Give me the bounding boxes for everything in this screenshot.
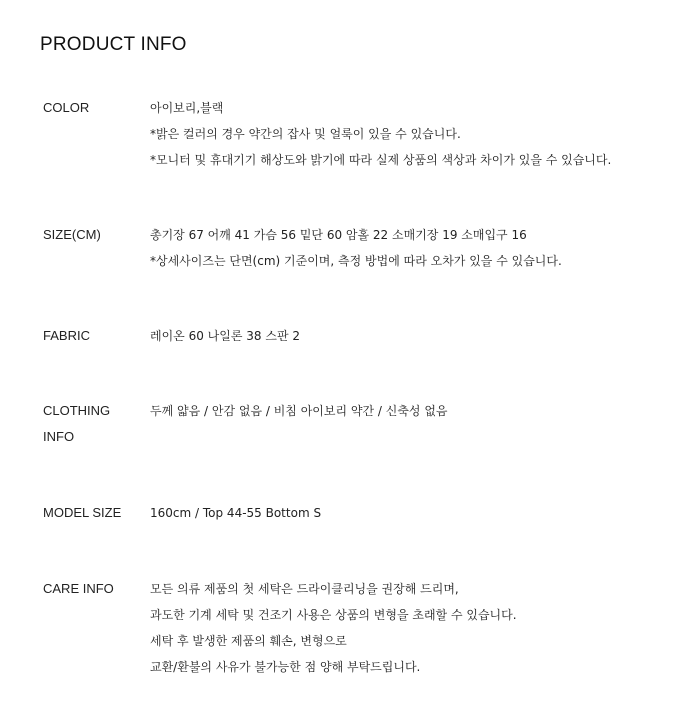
section-label-line: MODEL SIZE bbox=[43, 505, 122, 520]
section-label bbox=[43, 95, 89, 121]
section-content bbox=[150, 398, 695, 424]
content-line: *밝은 컬러의 경우 약간의 잡사 및 얼룩이 있을 수 있습니다. bbox=[150, 127, 461, 141]
section-content bbox=[150, 323, 695, 349]
content-line: 과도한 기계 세탁 및 건조기 사용은 상품의 변형을 초래할 수 있습니다. bbox=[150, 608, 517, 622]
section-label-line: SIZE(CM) bbox=[43, 227, 101, 242]
content-line: *상세사이즈는 단면(cm) 기준이며, 측정 방법에 따라 오차가 있을 수 있습니다. bbox=[150, 254, 562, 268]
content-line: 160cm / Top 44-55 Bottom S bbox=[150, 506, 322, 520]
content-line: 교환/환불의 사유가 불가능한 점 양해 부탁드립니다. bbox=[150, 660, 421, 674]
section-content bbox=[150, 222, 695, 274]
section-label bbox=[43, 576, 114, 602]
content-line: 레이온 60 나일론 38 스판 2 bbox=[150, 329, 300, 343]
section-label-line: COLOR bbox=[43, 100, 90, 115]
content-line: 세탁 후 발생한 제품의 훼손, 변형으로 bbox=[150, 634, 347, 648]
content-line: 두께 얇음 / 안감 없음 / 비침 아이보리 약간 / 신축성 없음 bbox=[150, 404, 448, 418]
section-label-line: CARE INFO bbox=[43, 581, 114, 596]
section-content bbox=[150, 576, 695, 680]
content-line: *모니터 및 휴대기기 해상도와 밝기에 따라 실제 상품의 색상과 차이가 있을 수 있습니다. bbox=[150, 153, 612, 167]
section-label bbox=[43, 323, 90, 349]
content-line: 아이보리,블랙 bbox=[150, 101, 224, 115]
section-label bbox=[43, 222, 101, 248]
section-label-line: FABRIC bbox=[43, 328, 90, 343]
content-line: 모든 의류 제품의 첫 세탁은 드라이클리닝을 권장해 드리며, bbox=[150, 582, 459, 596]
section-label-line: INFO bbox=[43, 429, 75, 444]
content-line: 총기장 67 어깨 41 가슴 56 밑단 60 암홀 22 소매기장 19 소매입구 16 bbox=[150, 228, 527, 242]
section-label bbox=[43, 398, 110, 450]
section-content bbox=[150, 95, 695, 173]
section-label-line: CLOTHING bbox=[43, 403, 111, 418]
section-label bbox=[43, 500, 121, 526]
section-content bbox=[150, 500, 695, 526]
page-title: PRODUCT INFO bbox=[40, 34, 187, 55]
